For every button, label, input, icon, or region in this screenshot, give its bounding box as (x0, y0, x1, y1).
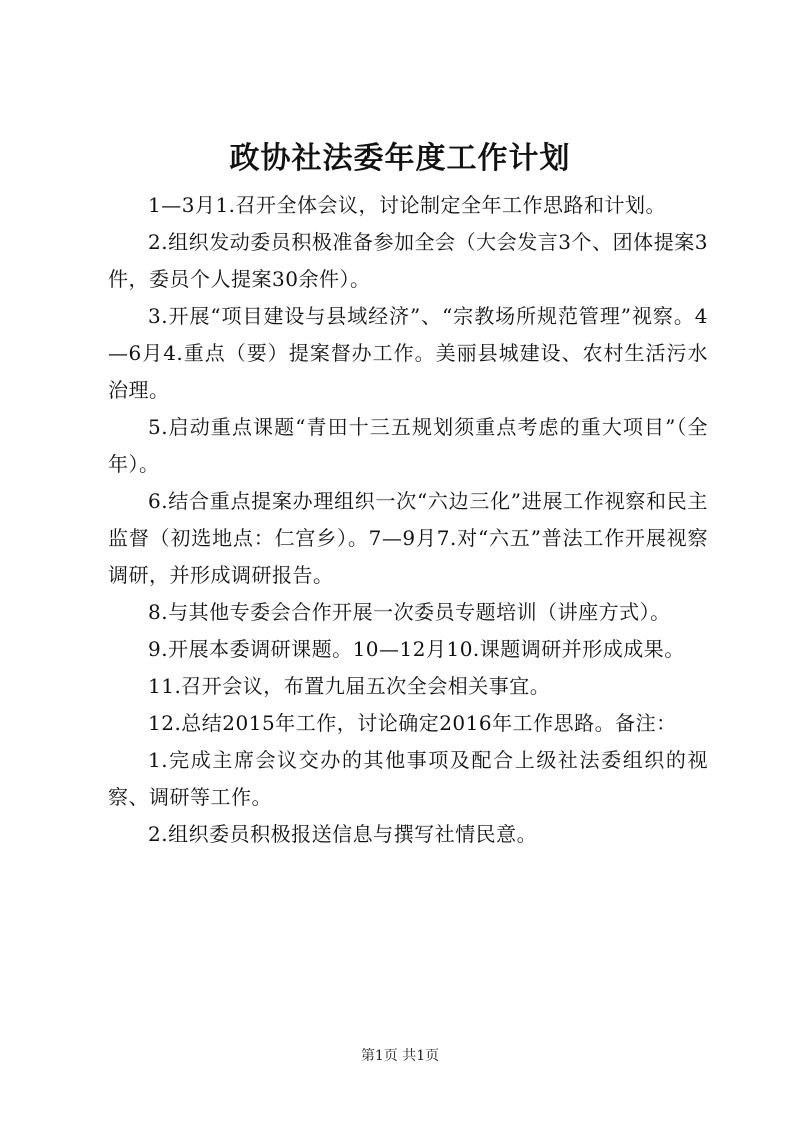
page-number-footer: 第1页 共1页 (360, 1048, 440, 1064)
paragraph-8: 11.召开会议，布置九届五次全会相关事宜。 (148, 674, 551, 698)
paragraph-10: 1.完成主席会议交办的其他事项及配合上级社法委组织的视察、调研等工作。 (108, 748, 708, 809)
paragraph-6: 8.与其他专委会合作开展一次委员专题培训（讲座方式）。 (148, 600, 671, 624)
paragraph-11: 2.组织委员积极报送信息与撰写社情民意。 (148, 822, 538, 846)
document-body (108, 187, 708, 853)
paragraph-3: 3.开展“项目建设与县域经济”、“宗教场所规范管理”视察。4—6月4.重点（要）提案督办工作。美丽县城建设、农村生活污水治理。 (108, 304, 708, 402)
paragraph-9: 12.总结2015年工作，讨论确定2016年工作思路。备注： (148, 711, 677, 735)
document-title: 政协社法委年度工作计划 (229, 141, 571, 176)
paragraph-5: 6.结合重点提案办理组织一次“六边三化”进展工作视察和民主监督（初选地点：仁宫乡）。7—9月7.对“六五”普法工作开展视察调研，并形成调研报告。 (108, 489, 708, 587)
paragraph-2: 2.组织发动委员积极准备参加全会（大会发言3个、团体提案3件，委员个人提案30余件）。 (108, 230, 708, 291)
paragraph-7: 9.开展本委调研课题。10—12月10.课题调研并形成成果。 (148, 637, 685, 661)
paragraph-1: 1—3月1.召开全体会议，讨论制定全年工作思路和计划。 (148, 193, 667, 217)
paragraph-4: 5.启动重点课题“青田十三五规划须重点考虑的重大项目”（全年）。 (108, 415, 708, 476)
